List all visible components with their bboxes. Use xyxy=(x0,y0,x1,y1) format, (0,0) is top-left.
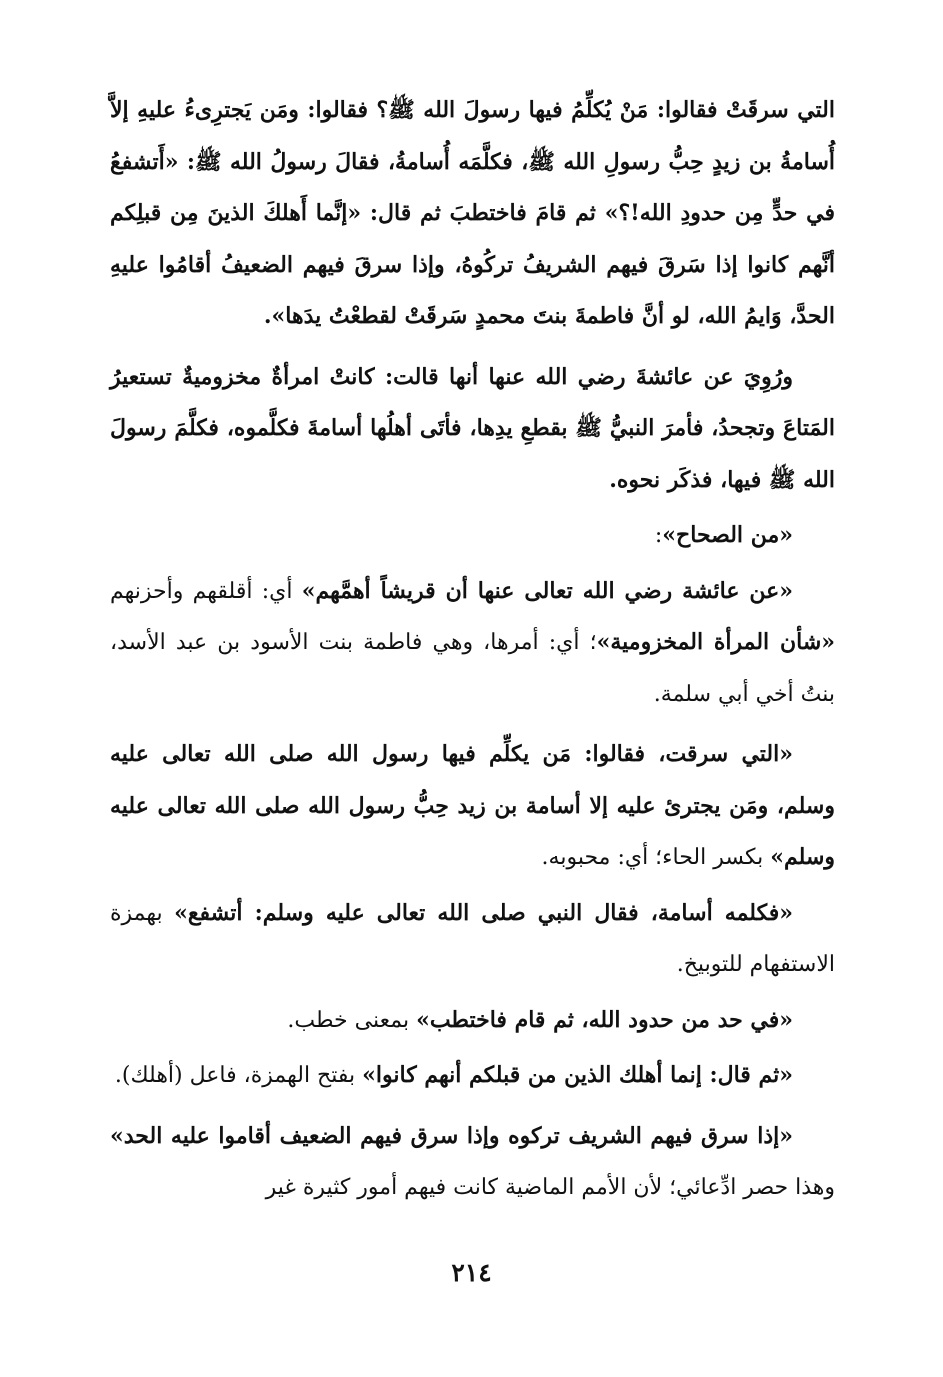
quoted-text: «ثم قال: إنما أهلك الذين من قبلكم أنهم كانوا» xyxy=(362,1062,793,1088)
paragraph-hadith-text xyxy=(110,85,835,343)
hadith-matn: التي سرقَتْ فقالوا: مَنْ يُكلِّمُ فيها رسولَ الله ﷺ؟ فقالوا: ومَن يَجترِىءُ عليهِ إلاَّ أُسامةُ بن زيدٍ حِبُّ رسولِ الله ﷺ، فكلَّمَه أُسامةُ، فقالَ رسولُ الله ﷺ: «أَتشفعُ في حدٍّ مِن حدودِ الله!؟» ثم قامَ فاختطبَ ثم قال: «إنَّما أَهلكَ الذينَ مِن قبلِكم أنَّهم كانوا إذا سَرقَ فيهم الشريفُ تركُوهُ، وإذا سرقَ فيهم الضعيفُ أقامُوا عليهِ الحدَّ، وَايمُ الله، لو أنَّ فاطمةَ بنتَ محمدٍ سَرقَتْ لقطعْتُ يدَها». xyxy=(110,97,835,329)
section-heading-title: «من الصحاح» xyxy=(662,522,793,548)
commentary-text: بمعنى خطب. xyxy=(287,1007,417,1033)
quoted-text: «فكلمه أسامة، فقال النبي صلى الله تعالى عليه وسلم: أتشفع» xyxy=(174,899,793,926)
commentary-text: وهذا حصر ادِّعائي؛ لأن الأمم الماضية كانت فيهم أمور كثيرة غير xyxy=(265,1175,835,1200)
commentary-text: ؛ أي: أمرها، وهي فاطمة بنت الأسود بن عبد الأسد، بنتُ أخي أبي سلمة. xyxy=(110,630,835,707)
commentary-text: بهمزة الاستفهام للتوبيخ. xyxy=(110,900,835,977)
paragraph-commentary-3 xyxy=(110,888,835,991)
paragraph-commentary-4 xyxy=(110,995,835,1047)
commentary-text: بكسر الحاء؛ أي: محبوبه. xyxy=(541,845,771,870)
quoted-text: «التي سرقت، فقالوا: مَن يكلِّم فيها رسول الله صلى الله تعالى عليه وسلم، ومَن يجترئ عليه إلا أسامة بن زيد حِبُّ رسول الله صلى الله تعالى عليه وسلم» xyxy=(110,741,835,870)
quoted-text: «في حد من حدود الله، ثم قام فاختطب» xyxy=(416,1006,793,1033)
quoted-text: «إذا سرق فيهم الشريف تركوه وإذا سرق فيهم الضعيف أقاموا عليه الحد» xyxy=(110,1122,793,1149)
riwaya-text: ورُوِيَ عن عائشةَ رضي الله عنها أنها قالت: كانتْ امرأةٌ مخزوميةٌ تستعيرُ المَتاعَ وتجحدُ، فأمرَ النبيُّ ﷺ بقطعِ يدِها، فأتَى أهلُها أسامةَ فكلَّموه، فكلَّمَ رسولَ الله ﷺ فيها، فذكَر نحوه. xyxy=(110,363,835,493)
commentary-text: بفتح الهمزة، فاعل (أهلك). xyxy=(114,1063,363,1088)
paragraph-commentary-2 xyxy=(110,729,835,884)
paragraph-commentary-5 xyxy=(110,1050,835,1102)
page-body xyxy=(110,85,835,1214)
section-heading xyxy=(110,510,835,562)
paragraph-riwaya xyxy=(110,352,835,507)
quoted-text: «شأن المرأة المخزومية» xyxy=(596,629,836,655)
commentary-text: أي: أقلقهم وأحزنهم xyxy=(110,578,302,604)
paragraph-commentary-6 xyxy=(110,1111,835,1214)
quoted-text: «عن عائشة رضي الله تعالى عنها أن قريشاً أهمَّهم» xyxy=(301,577,793,604)
page-number: ٢١٤ xyxy=(451,1258,492,1287)
section-heading-colon: : xyxy=(654,523,663,548)
paragraph-commentary-1 xyxy=(110,566,835,721)
